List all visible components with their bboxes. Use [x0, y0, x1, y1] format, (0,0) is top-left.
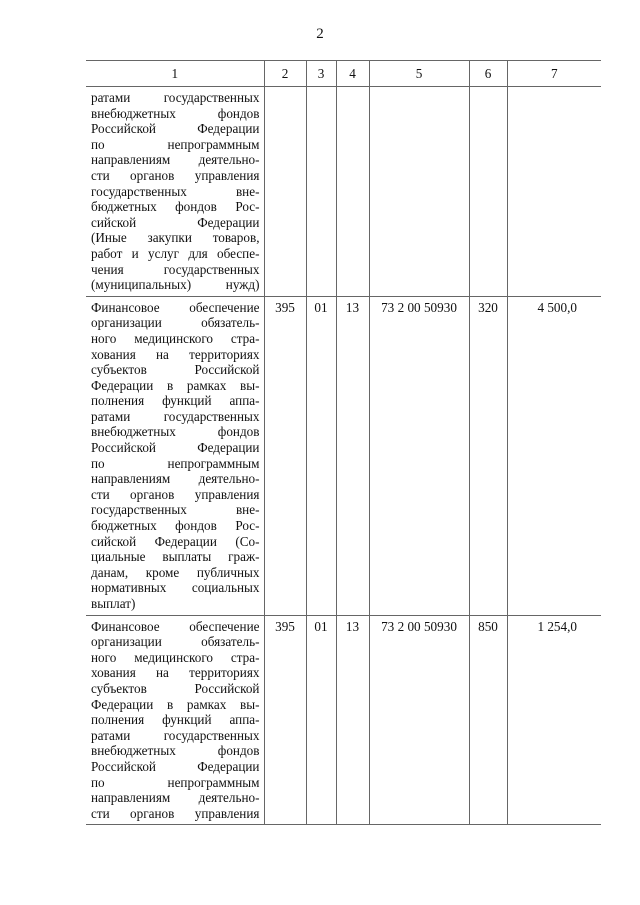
description-line: бюджетных фондов Рос- [91, 518, 260, 534]
cell-subsection: 13 [336, 296, 369, 615]
description-line: (Иные закупки товаров, [91, 230, 260, 246]
table-row [86, 296, 601, 615]
description-line: по непрограммным [91, 774, 260, 790]
description-line: организации обязатель- [91, 315, 260, 331]
cell-amount: 1 254,0 [507, 615, 601, 825]
column-header-3: 3 [306, 61, 336, 87]
description-line: субъектов Российской [91, 680, 260, 696]
description-line: ратами государственных [91, 408, 260, 424]
cell-expense-type: 850 [469, 615, 507, 825]
description-line: полнения функций аппа- [91, 712, 260, 728]
description-line: хования на территориях [91, 346, 260, 362]
description-line: внебюджетных фондов [91, 743, 260, 759]
cell-section: 01 [306, 615, 336, 825]
cell-section: 01 [306, 296, 336, 615]
description-line: внебюджетных фондов [91, 105, 260, 121]
description-line: ного медицинского стра- [91, 330, 260, 346]
cell-subsection: 13 [336, 615, 369, 825]
header-row [86, 61, 601, 87]
description-line: Российской Федерации [91, 758, 260, 774]
description-line: ного медицинского стра- [91, 649, 260, 665]
table-row [86, 615, 601, 825]
description-line: сти органов управления [91, 167, 260, 183]
cell-target-article [369, 87, 469, 297]
description-line: государственных вне- [91, 183, 260, 199]
description-line: Финансовое обеспечение [91, 299, 260, 315]
description-line: сийской Федерации (Со- [91, 533, 260, 549]
cell-amount: 4 500,0 [507, 296, 601, 615]
cell-target-article: 73 2 00 50930 [369, 615, 469, 825]
description-line: Финансовое обеспечение [91, 618, 260, 634]
description-line: (муниципальных) нужд) [91, 277, 260, 293]
row-description [86, 615, 264, 825]
cell-admin-code: 395 [264, 296, 306, 615]
description-line: направлениям деятельно- [91, 471, 260, 487]
description-line: полнения функций аппа- [91, 393, 260, 409]
cell-expense-type [469, 87, 507, 297]
description-line: государственных вне- [91, 502, 260, 518]
description-line: направлениям деятельно- [91, 152, 260, 168]
row-description [86, 87, 264, 297]
description-line: данам, кроме публичных [91, 564, 260, 580]
column-header-7: 7 [507, 61, 601, 87]
description-line: выплат) [91, 596, 136, 611]
description-line: направлениям деятельно- [91, 790, 260, 806]
description-line: по непрограммным [91, 136, 260, 152]
column-header-6: 6 [469, 61, 507, 87]
cell-subsection [336, 87, 369, 297]
description-line: сти органов управления [91, 805, 260, 821]
cell-admin-code: 395 [264, 615, 306, 825]
cell-amount [507, 87, 601, 297]
description-line: ратами государственных [91, 727, 260, 743]
description-line: циальные выплаты граж- [91, 549, 260, 565]
column-header-2: 2 [264, 61, 306, 87]
cell-admin-code [264, 87, 306, 297]
description-line: Российской Федерации [91, 121, 260, 137]
column-header-1: 1 [86, 61, 264, 87]
description-line: организации обязатель- [91, 634, 260, 650]
cell-target-article: 73 2 00 50930 [369, 296, 469, 615]
description-line: работ и услуг для обеспе- [91, 245, 260, 261]
description-line: чения государственных [91, 261, 260, 277]
description-line: хования на территориях [91, 665, 260, 681]
budget-table [86, 60, 601, 825]
description-line: внебюджетных фондов [91, 424, 260, 440]
description-line: бюджетных фондов Рос- [91, 199, 260, 215]
cell-section [306, 87, 336, 297]
table-body [86, 87, 601, 825]
description-line: Федерации в рамках вы- [91, 696, 260, 712]
description-line: субъектов Российской [91, 362, 260, 378]
description-line: сийской Федерации [91, 214, 260, 230]
description-line: сти органов управления [91, 486, 260, 502]
description-line: по непрограммным [91, 455, 260, 471]
description-line: Российской Федерации [91, 440, 260, 456]
column-header-4: 4 [336, 61, 369, 87]
description-line: Федерации в рамках вы- [91, 377, 260, 393]
row-description [86, 296, 264, 615]
description-line: нормативных социальных [91, 580, 260, 596]
table-row [86, 87, 601, 297]
description-line: ратами государственных [91, 90, 260, 105]
cell-expense-type: 320 [469, 296, 507, 615]
column-header-5: 5 [369, 61, 469, 87]
page-number: 2 [316, 26, 324, 42]
